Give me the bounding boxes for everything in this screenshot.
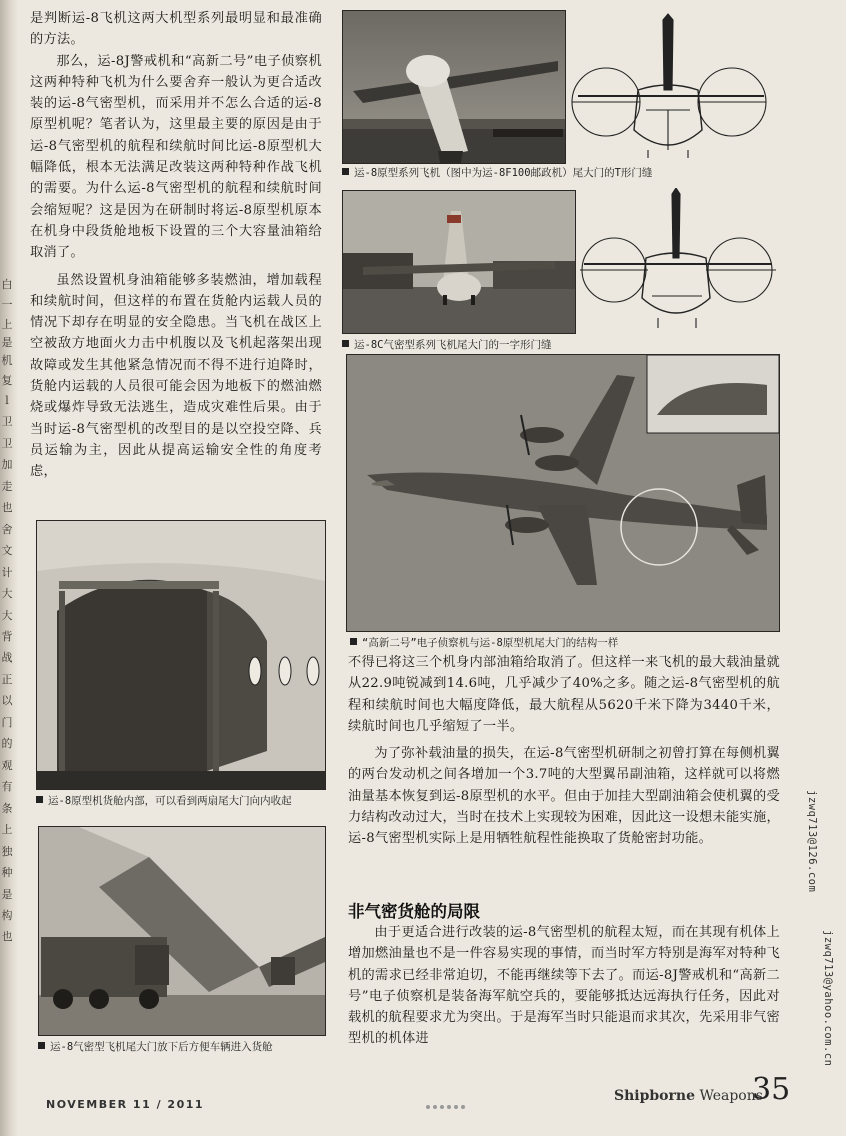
photo-tail-door-t	[342, 10, 566, 164]
photo-cargo-interior	[36, 520, 326, 790]
right-column-text	[348, 652, 780, 850]
gutter-char: 的	[1, 737, 13, 750]
watermark-logo	[423, 1098, 473, 1116]
gutter-char: 种	[1, 866, 13, 879]
gutter-char: 走	[1, 480, 13, 493]
gutter-char: 背	[1, 630, 13, 643]
gutter-char: l	[5, 394, 9, 407]
gutter-char: 上	[1, 823, 13, 836]
gutter-char: 一	[1, 298, 13, 311]
gutter-char: 上	[1, 318, 13, 331]
gutter-char: 有	[1, 780, 13, 793]
gutter-char: 是	[1, 888, 13, 901]
gutter-char: 卫	[1, 437, 13, 450]
gutter-char: 正	[1, 673, 13, 686]
photo-truck-loading	[38, 826, 326, 1036]
photo-aircraft-flight	[346, 354, 780, 632]
section-text	[348, 922, 780, 1050]
gutter-char: 大	[1, 587, 13, 600]
caption-5: 运-8气密型飞机尾大门放下后方便车辆进入货舱	[38, 1040, 330, 1055]
paragraph: 为了弥补载油量的损失，在运-8气密型机研制之初曾打算在每侧机翼的两台发动机之间各增加一个3.7吨的大型翼吊副油箱，这样就可以将燃油量基本恢复到运-8原型机的水平。但由于加挂大型副油箱会使机翼的受力结构改动过大，当时在技术上实现较为困难，因此这一设想未能实施，运-8气密型机实际上是用牺牲航程性能换取了货舱密封功能。	[348, 746, 780, 847]
gutter-char: 也	[1, 501, 13, 514]
side-email-1: jzwq713@126.com	[806, 790, 818, 893]
footer-magazine: Shipborne Weapons	[614, 1088, 763, 1104]
gutter-char: 计	[1, 566, 13, 579]
gutter-char: 门	[1, 716, 13, 729]
paragraph: 是判断运-8飞机这两大机型系列最明显和最准确的方法。	[30, 11, 322, 48]
paragraph: 那么，运-8J警戒机和“高新二号”电子侦察机这两种特种飞机为什么要舍弃一般认为更合适改装的运-8气密型机，而采用并不怎么合适的运-8原型机呢？笔者认为，这里最主要的原因是由于运-8气密型机的航程和续航时间比运-8原型机大幅降低，根本无法满足改装这两种特种作战飞机的需要。为什么运-8气密型机的航程和续航时间会缩短呢？这是因为在研制时将运-8原型机原本在机身中段货舱地板下设置的三个大容量油箱给取消了。	[30, 53, 322, 261]
diagram-tail-door-t	[568, 10, 774, 162]
gutter-char: 卫	[1, 415, 13, 428]
gutter-char: 是	[1, 336, 13, 349]
page-number: 35	[752, 1072, 791, 1107]
gutter-char: 构	[1, 909, 13, 922]
section-heading: 非气密货舱的局限	[348, 902, 480, 921]
caption-2: 运-8C气密型系列飞机尾大门的一字形门缝	[342, 338, 782, 353]
gutter-char: 机	[1, 354, 13, 367]
gutter-char: 加	[1, 458, 13, 471]
paragraph: 虽然设置机身油箱能够多装燃油，增加载程和续航时间，但这样的布置在货舱内运载人员的情况下却存在明显的安全隐患。当飞机在战区上空被敌方地面火力击中机腹以及飞机起落架出现故障或发生其他紧急情况而不得不进行迫降时，货舱内运载的人员很可能会因为地板下的燃油燃烧或爆炸导致无法逃生，造成灾难性后果。由于当时运-8气密型机的改型目的是以空投空降、兵员运输为主，因此从提高运输安全性的角度考虑，	[30, 272, 322, 480]
footer-date: NOVEMBER 11 / 2011	[46, 1098, 205, 1111]
gutter-char: 独	[1, 845, 13, 858]
gutter-char: 白	[1, 278, 13, 291]
gutter-char: 条	[1, 802, 13, 815]
gutter-char: 以	[1, 694, 13, 707]
photo-tail-door-straight	[342, 190, 576, 334]
gutter-char: 舍	[1, 523, 13, 536]
gutter-char: 战	[1, 651, 13, 664]
gutter-char: 大	[1, 609, 13, 622]
caption-3: “高新二号”电子侦察机与运-8原型机尾大门的结构一样	[350, 636, 780, 651]
paragraph: 不得已将这三个机身内部油箱给取消了。但这样一来飞机的最大载油量就从22.9吨锐减到14.6吨，几乎减少了40%之多。随之运-8气密型机的航程和续航时间也大幅度降低，最大航程从5620千米下降为3440千米，续航时间也几乎缩短了一半。	[348, 655, 780, 734]
left-column-text	[30, 8, 322, 483]
caption-1: 运-8原型系列飞机（图中为运-8F100邮政机）尾大门的T形门缝	[342, 166, 782, 181]
diagram-tail-door-straight	[578, 188, 778, 332]
gutter-char: 文	[1, 544, 13, 557]
paragraph: 由于更适合进行改装的运-8气密型机的航程太短，而在其现有机体上增加燃油量也不是一件容易实现的事情，而当时军方特别是海军对特种飞机的需求已经非常迫切，不能再继续等下去了。而运-8J警戒机和“高新二号”电子侦察机是装备海军航空兵的，要能够抵达远海执行任务，因此对载机的航程要求尤为突出。于是海军当时只能退而求其次，先采用非气密型机的机体进	[348, 925, 780, 1047]
gutter-char: 也	[1, 930, 13, 943]
gutter-char: 观	[1, 759, 13, 772]
caption-4: 运-8原型机货舱内部，可以看到两扇尾大门向内收起	[36, 794, 328, 809]
side-email-2: jzwq713@yahoo.com.cn	[822, 930, 834, 1067]
gutter-char: 复	[1, 374, 13, 387]
